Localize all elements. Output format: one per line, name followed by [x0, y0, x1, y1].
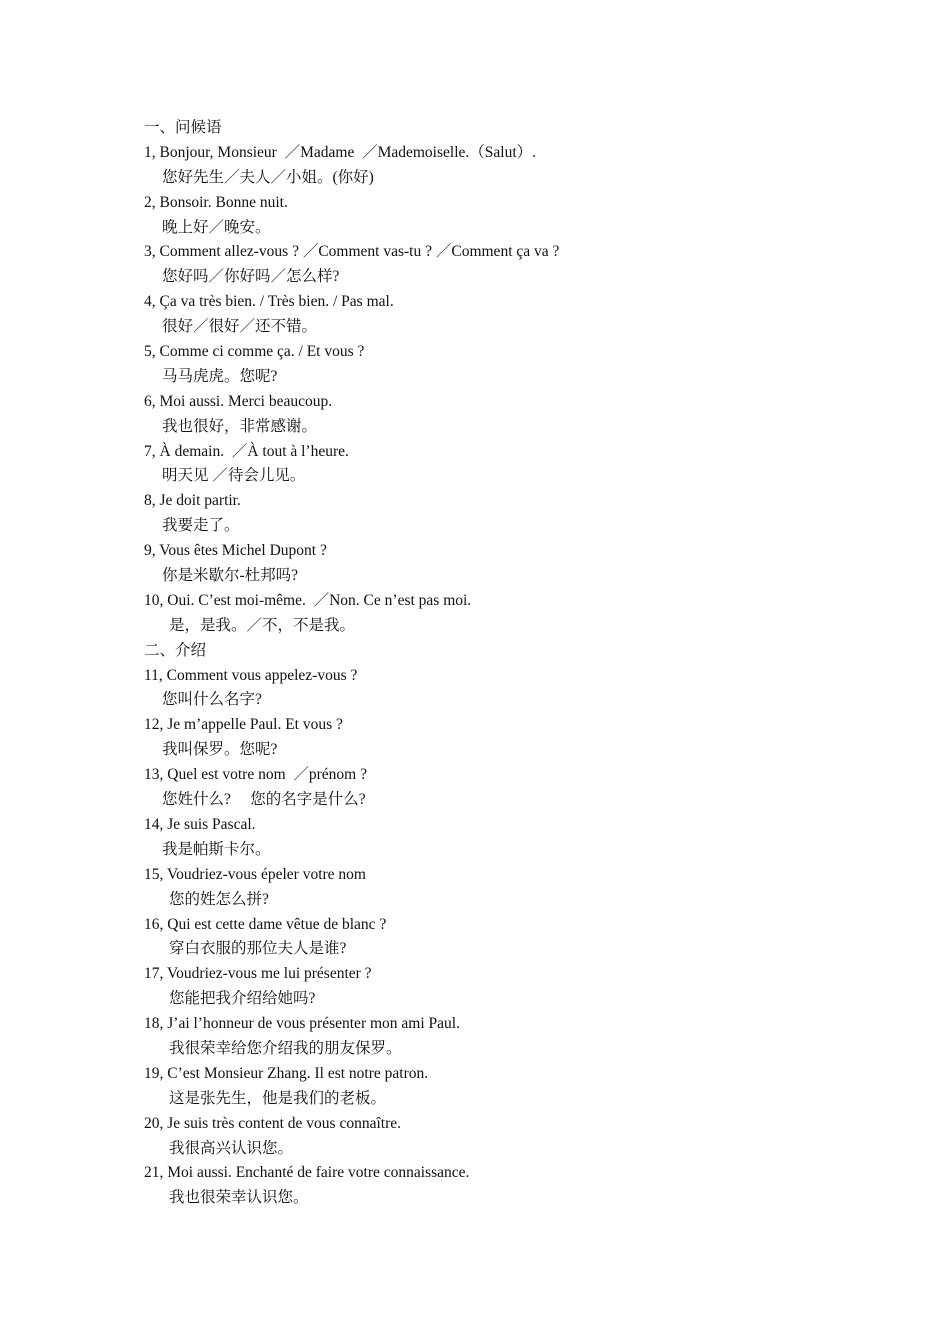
chinese-translation: 很好／很好／还不错。 — [162, 318, 318, 336]
french-phrase: 5, Comme ci comme ça. / Et vous ? — [144, 343, 365, 361]
section-heading-introductions: 二、介绍 — [144, 641, 207, 659]
chinese-translation: 您好先生／夫人／小姐。(你好) — [162, 168, 374, 186]
chinese-translation: 晚上好／晚安。 — [162, 218, 271, 236]
french-phrase: 21, Moi aussi. Enchanté de faire votre connaissance. — [144, 1164, 470, 1182]
french-phrase: 4, Ça va très bien. / Très bien. / Pas mal. — [144, 293, 394, 311]
french-phrase: 20, Je suis très content de vous connaître. — [144, 1114, 401, 1132]
french-phrase: 12, Je m’appelle Paul. Et vous ? — [144, 716, 343, 734]
chinese-translation: 我要走了。 — [162, 517, 240, 535]
french-phrase: 2, Bonsoir. Bonne nuit. — [144, 193, 288, 211]
french-phrase: 1, Bonjour, Monsieur ／Madame ／Mademoiselle.（Salut）. — [144, 143, 536, 161]
french-phrase: 18, J’ai l’honneur de vous présenter mon ami Paul. — [144, 1015, 460, 1033]
french-phrase: 15, Voudriez-vous épeler votre nom — [144, 865, 366, 883]
french-phrase: 11, Comment vous appelez-vous ? — [144, 666, 358, 684]
phrase-list — [144, 116, 844, 1211]
chinese-translation: 这是张先生，他是我们的老板。 — [169, 1089, 387, 1107]
chinese-translation: 我叫保罗。您呢? — [162, 741, 278, 759]
french-phrase: 10, Oui. C’est moi-même. ／Non. Ce n’est pas moi. — [144, 591, 472, 609]
chinese-translation: 您能把我介绍给她吗? — [169, 990, 316, 1008]
french-phrase: 8, Je doit partir. — [144, 492, 241, 510]
chinese-translation: 明天见 ／待会儿见。 — [162, 467, 306, 485]
chinese-translation: 马马虎虎。您呢? — [162, 367, 278, 385]
section-heading-greetings: 一、问候语 — [144, 119, 222, 136]
french-phrase: 3, Comment allez-vous ? ／Comment vas-tu ? ／Comment ça va ? — [144, 243, 560, 261]
chinese-translation: 我也很好，非常感谢。 — [162, 417, 318, 435]
french-phrase: 17, Voudriez-vous me lui présenter ? — [144, 965, 372, 983]
chinese-translation: 你是米歇尔-杜邦吗? — [162, 567, 299, 585]
french-phrase: 16, Qui est cette dame vêtue de blanc ? — [144, 915, 387, 933]
french-phrase: 13, Quel est votre nom ／prénom ? — [144, 766, 367, 784]
chinese-translation: 您姓什么? 您的名字是什么? — [162, 791, 366, 809]
chinese-translation: 是，是我。／不，不是我。 — [169, 616, 356, 634]
chinese-translation: 我很高兴认识您。 — [169, 1139, 294, 1157]
french-phrase: 9, Vous êtes Michel Dupont ? — [144, 542, 327, 560]
french-phrase: 6, Moi aussi. Merci beaucoup. — [144, 392, 333, 410]
french-phrase: 19, C’est Monsieur Zhang. Il est notre patron. — [144, 1064, 429, 1082]
chinese-translation: 我也很荣幸认识您。 — [169, 1189, 309, 1207]
chinese-translation: 您叫什么名字? — [162, 691, 262, 709]
chinese-translation: 穿白衣服的那位夫人是谁? — [169, 940, 347, 958]
chinese-translation: 我是帕斯卡尔。 — [162, 840, 271, 858]
chinese-translation: 您的姓怎么拼? — [169, 890, 269, 908]
french-phrase: 7, À demain. ／À tout à l’heure. — [144, 442, 349, 460]
french-phrase: 14, Je suis Pascal. — [144, 815, 256, 833]
chinese-translation: 您好吗／你好吗／怎么样? — [162, 268, 340, 286]
chinese-translation: 我很荣幸给您介绍我的朋友保罗。 — [169, 1039, 402, 1057]
